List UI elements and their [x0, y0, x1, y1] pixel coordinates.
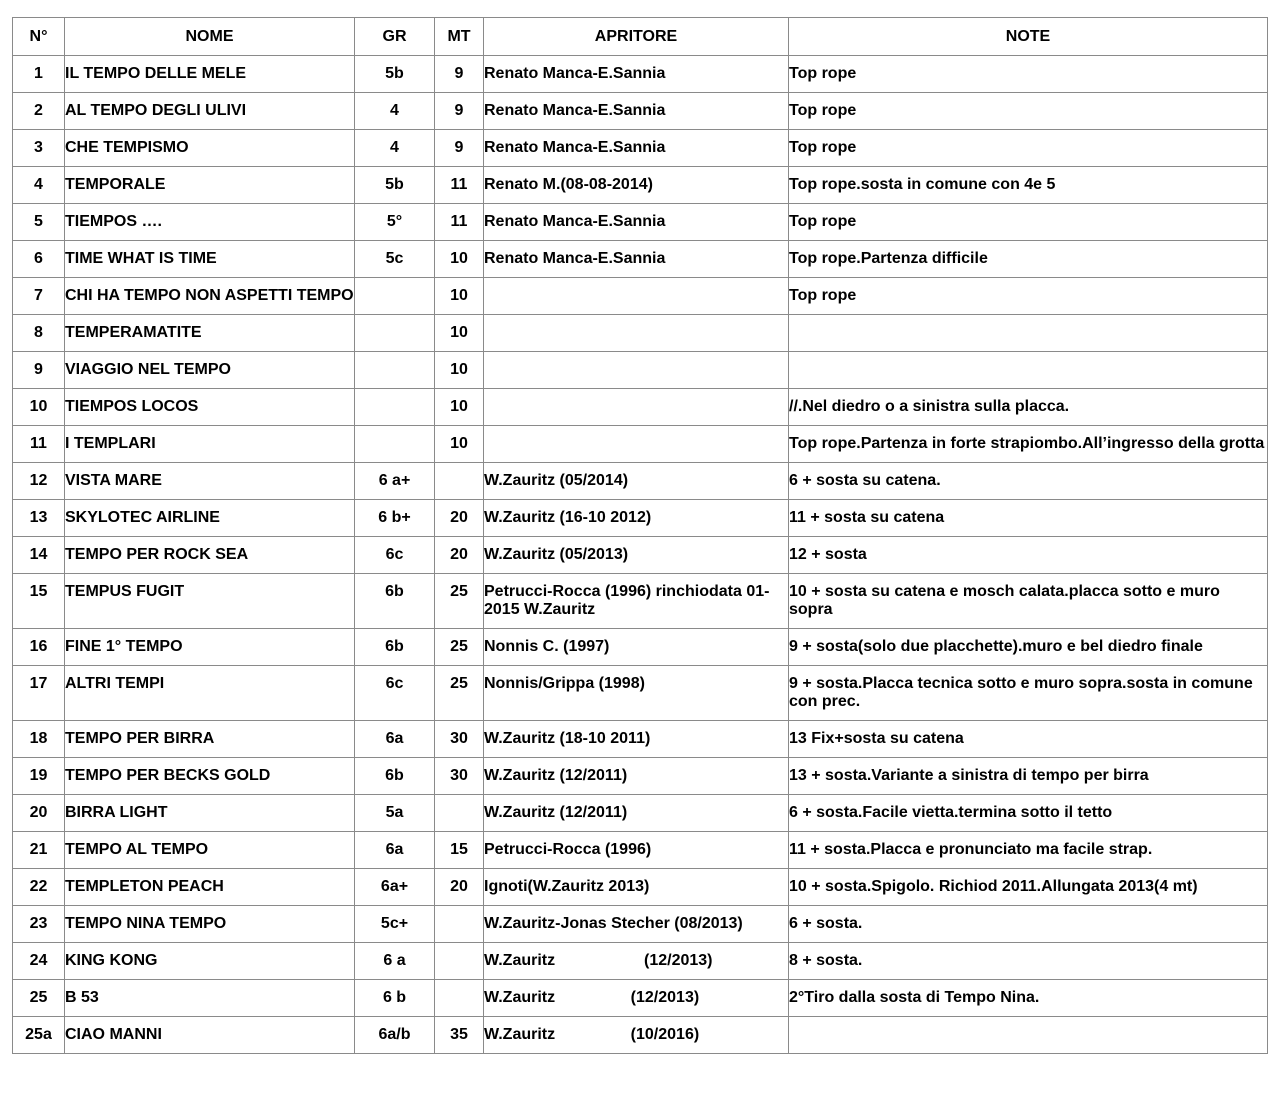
route-number: 7	[13, 278, 65, 315]
route-name: TEMPO PER BECKS GOLD	[65, 758, 355, 795]
route-name: TEMPO PER ROCK SEA	[65, 537, 355, 574]
route-number: 22	[13, 869, 65, 906]
table-row	[13, 537, 1268, 574]
route-name: VISTA MARE	[65, 463, 355, 500]
table-row	[13, 500, 1268, 537]
route-note: 2°Tiro dalla sosta di Tempo Nina.	[789, 980, 1268, 1017]
route-meters	[435, 906, 484, 943]
route-opener	[484, 315, 789, 352]
route-note: Top rope.Partenza difficile	[789, 241, 1268, 278]
route-number: 12	[13, 463, 65, 500]
route-number: 10	[13, 389, 65, 426]
route-opener: W.Zauritz-Jonas Stecher (08/2013)	[484, 906, 789, 943]
route-opener: W.Zauritz (12/2011)	[484, 795, 789, 832]
route-meters: 10	[435, 426, 484, 463]
route-note: 9 + sosta.Placca tecnica sotto e muro sopra.sosta in comune con prec.	[789, 666, 1268, 721]
route-meters: 20	[435, 869, 484, 906]
route-name: TEMPORALE	[65, 167, 355, 204]
routes-table	[12, 17, 1268, 1054]
route-name: TIEMPOS LOCOS	[65, 389, 355, 426]
route-grade	[355, 352, 435, 389]
route-grade	[355, 426, 435, 463]
table-row	[13, 389, 1268, 426]
table-row	[13, 463, 1268, 500]
route-name: B 53	[65, 980, 355, 1017]
route-grade: 5b	[355, 56, 435, 93]
route-number: 1	[13, 56, 65, 93]
route-opener: W.Zauritz (12/2013)	[484, 943, 789, 980]
route-opener: Renato Manca-E.Sannia	[484, 56, 789, 93]
table-row	[13, 204, 1268, 241]
table-row	[13, 130, 1268, 167]
table-row	[13, 352, 1268, 389]
route-grade: 4	[355, 130, 435, 167]
route-opener: W.Zauritz (16-10 2012)	[484, 500, 789, 537]
route-opener: Renato Manca-E.Sannia	[484, 204, 789, 241]
route-number: 9	[13, 352, 65, 389]
route-meters: 10	[435, 278, 484, 315]
table-row	[13, 315, 1268, 352]
route-name: ALTRI TEMPI	[65, 666, 355, 721]
route-number: 5	[13, 204, 65, 241]
route-number: 23	[13, 906, 65, 943]
route-opener: Renato Manca-E.Sannia	[484, 130, 789, 167]
route-number: 8	[13, 315, 65, 352]
route-opener: Nonnis/Grippa (1998)	[484, 666, 789, 721]
route-note: Top rope	[789, 204, 1268, 241]
route-note: //.Nel diedro o a sinistra sulla placca.	[789, 389, 1268, 426]
route-number: 16	[13, 629, 65, 666]
route-name: VIAGGIO NEL TEMPO	[65, 352, 355, 389]
route-opener: Petrucci-Rocca (1996)	[484, 832, 789, 869]
header-opener: APRITORE	[484, 18, 789, 56]
route-number: 25	[13, 980, 65, 1017]
table-row	[13, 93, 1268, 130]
route-meters: 10	[435, 389, 484, 426]
route-note: 13 + sosta.Variante a sinistra di tempo per birra	[789, 758, 1268, 795]
route-name: TEMPUS FUGIT	[65, 574, 355, 629]
route-number: 24	[13, 943, 65, 980]
route-name: TEMPLETON PEACH	[65, 869, 355, 906]
route-meters	[435, 943, 484, 980]
route-opener: W.Zauritz (05/2013)	[484, 537, 789, 574]
route-grade: 6 b+	[355, 500, 435, 537]
route-name: TEMPO AL TEMPO	[65, 832, 355, 869]
route-note	[789, 1017, 1268, 1054]
route-number: 21	[13, 832, 65, 869]
route-number: 15	[13, 574, 65, 629]
table-row	[13, 56, 1268, 93]
route-note: Top rope	[789, 56, 1268, 93]
header-grade: GR	[355, 18, 435, 56]
route-meters: 9	[435, 130, 484, 167]
route-grade: 6 a+	[355, 463, 435, 500]
route-opener: W.Zauritz (18-10 2011)	[484, 721, 789, 758]
route-name: CHI HA TEMPO NON ASPETTI TEMPO	[65, 278, 355, 315]
route-name: TIME WHAT IS TIME	[65, 241, 355, 278]
route-name: TEMPO NINA TEMPO	[65, 906, 355, 943]
route-meters: 20	[435, 500, 484, 537]
route-grade: 6b	[355, 574, 435, 629]
route-number: 13	[13, 500, 65, 537]
route-opener: Ignoti(W.Zauritz 2013)	[484, 869, 789, 906]
header-notes: NOTE	[789, 18, 1268, 56]
route-opener	[484, 389, 789, 426]
route-name: CHE TEMPISMO	[65, 130, 355, 167]
table-row	[13, 1017, 1268, 1054]
route-name: I TEMPLARI	[65, 426, 355, 463]
route-opener: W.Zauritz (12/2013)	[484, 980, 789, 1017]
route-grade	[355, 389, 435, 426]
route-grade: 6a	[355, 721, 435, 758]
route-grade: 5c+	[355, 906, 435, 943]
header-row	[13, 18, 1268, 56]
route-grade: 5°	[355, 204, 435, 241]
route-name: TEMPO PER BIRRA	[65, 721, 355, 758]
table-row	[13, 721, 1268, 758]
header-name: NOME	[65, 18, 355, 56]
route-grade: 6 b	[355, 980, 435, 1017]
table-row	[13, 758, 1268, 795]
table-row	[13, 167, 1268, 204]
route-name: FINE 1° TEMPO	[65, 629, 355, 666]
route-opener	[484, 352, 789, 389]
table-row	[13, 943, 1268, 980]
route-meters: 35	[435, 1017, 484, 1054]
route-note: Top rope.sosta in comune con 4e 5	[789, 167, 1268, 204]
route-note: 10 + sosta su catena e mosch calata.placca sotto e muro sopra	[789, 574, 1268, 629]
route-name: CIAO MANNI	[65, 1017, 355, 1054]
table-row	[13, 629, 1268, 666]
route-note: 12 + sosta	[789, 537, 1268, 574]
route-grade: 6a/b	[355, 1017, 435, 1054]
route-opener: Nonnis C. (1997)	[484, 629, 789, 666]
route-number: 4	[13, 167, 65, 204]
route-grade	[355, 278, 435, 315]
route-meters: 30	[435, 758, 484, 795]
table-row	[13, 666, 1268, 721]
route-opener: W.Zauritz (05/2014)	[484, 463, 789, 500]
route-number: 2	[13, 93, 65, 130]
route-note: 11 + sosta.Placca e pronunciato ma facile strap.	[789, 832, 1268, 869]
route-note: Top rope	[789, 130, 1268, 167]
route-note	[789, 315, 1268, 352]
route-grade: 5b	[355, 167, 435, 204]
route-note: 9 + sosta(solo due placchette).muro e bel diedro finale	[789, 629, 1268, 666]
route-meters: 9	[435, 56, 484, 93]
header-meters: MT	[435, 18, 484, 56]
route-number: 6	[13, 241, 65, 278]
table-row	[13, 906, 1268, 943]
route-opener: W.Zauritz (12/2011)	[484, 758, 789, 795]
route-name: TEMPERAMATITE	[65, 315, 355, 352]
route-name: SKYLOTEC AIRLINE	[65, 500, 355, 537]
route-meters: 15	[435, 832, 484, 869]
route-name: BIRRA LIGHT	[65, 795, 355, 832]
route-grade: 6b	[355, 629, 435, 666]
route-grade: 6b	[355, 758, 435, 795]
route-grade	[355, 315, 435, 352]
route-note: 11 + sosta su catena	[789, 500, 1268, 537]
route-meters: 25	[435, 666, 484, 721]
route-grade: 6a+	[355, 869, 435, 906]
route-note: Top rope	[789, 93, 1268, 130]
route-opener: Petrucci-Rocca (1996) rinchiodata 01-2015 W.Zauritz	[484, 574, 789, 629]
route-meters: 25	[435, 629, 484, 666]
route-number: 11	[13, 426, 65, 463]
route-number: 19	[13, 758, 65, 795]
route-opener	[484, 426, 789, 463]
route-rows	[13, 56, 1268, 1054]
route-meters: 10	[435, 315, 484, 352]
table-row	[13, 574, 1268, 629]
table-row	[13, 426, 1268, 463]
route-note: 6 + sosta.	[789, 906, 1268, 943]
route-meters: 9	[435, 93, 484, 130]
route-grade: 4	[355, 93, 435, 130]
route-meters: 10	[435, 241, 484, 278]
route-grade: 6 a	[355, 943, 435, 980]
route-meters: 30	[435, 721, 484, 758]
route-number: 3	[13, 130, 65, 167]
route-number: 25a	[13, 1017, 65, 1054]
route-note: 10 + sosta.Spigolo. Richiod 2011.Allungata 2013(4 mt)	[789, 869, 1268, 906]
route-note: Top rope.Partenza in forte strapiombo.All’ingresso della grotta	[789, 426, 1268, 463]
route-note: Top rope	[789, 278, 1268, 315]
route-note	[789, 352, 1268, 389]
table-row	[13, 980, 1268, 1017]
route-name: IL TEMPO DELLE MELE	[65, 56, 355, 93]
route-grade: 6c	[355, 666, 435, 721]
route-note: 8 + sosta.	[789, 943, 1268, 980]
route-grade: 5c	[355, 241, 435, 278]
route-grade: 6a	[355, 832, 435, 869]
route-meters	[435, 795, 484, 832]
route-grade: 5a	[355, 795, 435, 832]
route-note: 6 + sosta su catena.	[789, 463, 1268, 500]
route-meters	[435, 980, 484, 1017]
route-name: TIEMPOS ….	[65, 204, 355, 241]
route-note: 6 + sosta.Facile vietta.termina sotto il tetto	[789, 795, 1268, 832]
route-meters: 20	[435, 537, 484, 574]
route-meters: 25	[435, 574, 484, 629]
header-num: N°	[13, 18, 65, 56]
table-row	[13, 832, 1268, 869]
table-row	[13, 795, 1268, 832]
route-number: 18	[13, 721, 65, 758]
table-row	[13, 869, 1268, 906]
route-note: 13 Fix+sosta su catena	[789, 721, 1268, 758]
route-meters: 10	[435, 352, 484, 389]
route-opener: Renato M.(08-08-2014)	[484, 167, 789, 204]
route-opener	[484, 278, 789, 315]
route-name: KING KONG	[65, 943, 355, 980]
route-number: 17	[13, 666, 65, 721]
route-meters	[435, 463, 484, 500]
route-name: AL TEMPO DEGLI ULIVI	[65, 93, 355, 130]
route-meters: 11	[435, 204, 484, 241]
route-opener: Renato Manca-E.Sannia	[484, 93, 789, 130]
route-opener: W.Zauritz (10/2016)	[484, 1017, 789, 1054]
route-meters: 11	[435, 167, 484, 204]
table-row	[13, 241, 1268, 278]
route-number: 20	[13, 795, 65, 832]
route-opener: Renato Manca-E.Sannia	[484, 241, 789, 278]
table-row	[13, 278, 1268, 315]
route-number: 14	[13, 537, 65, 574]
route-grade: 6c	[355, 537, 435, 574]
